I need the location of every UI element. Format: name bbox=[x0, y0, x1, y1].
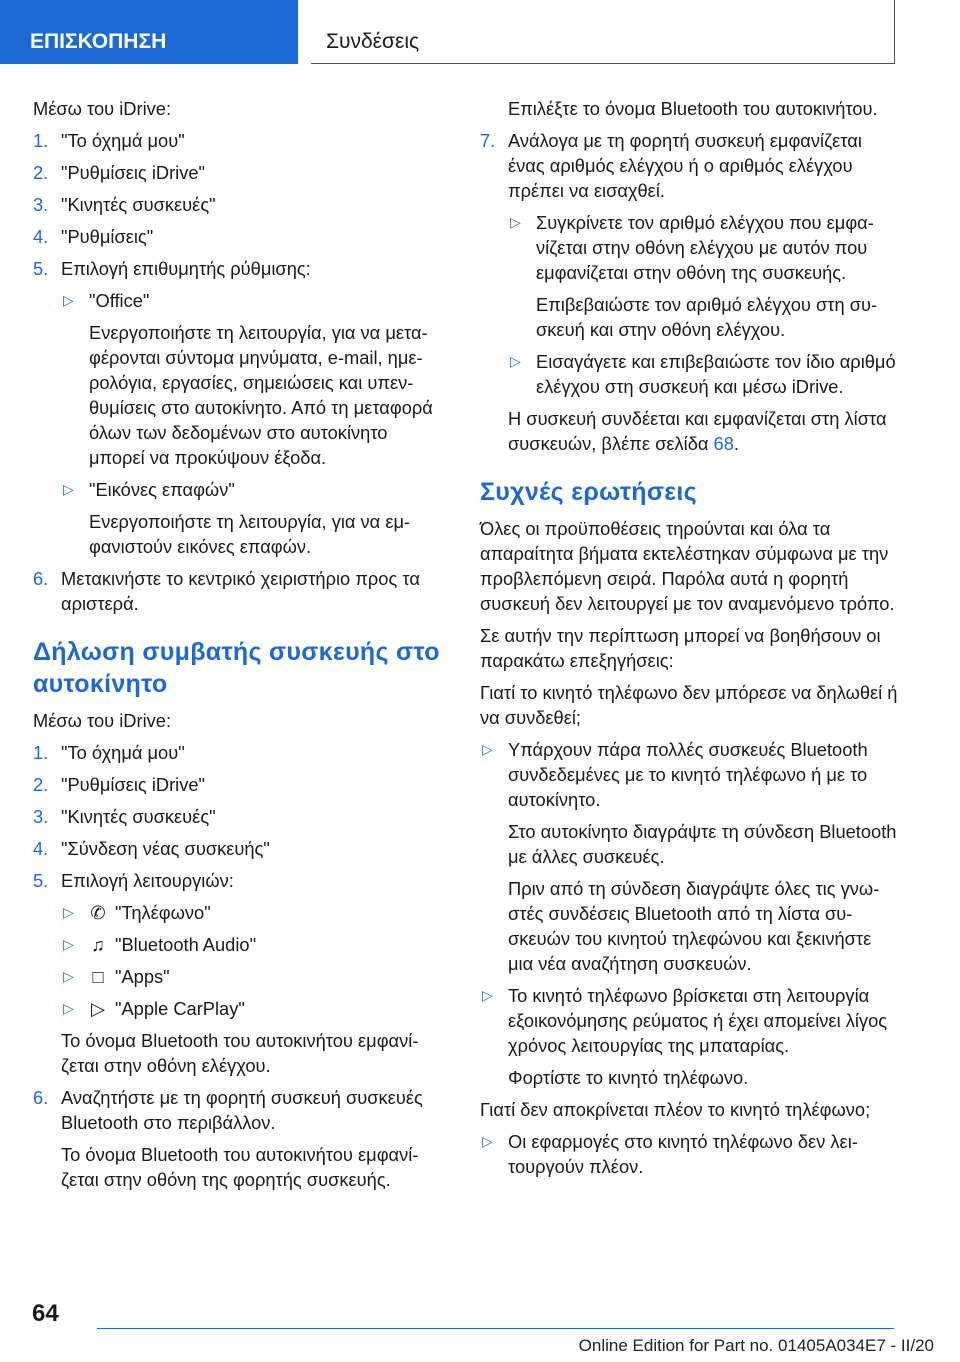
function-option bbox=[33, 964, 443, 989]
step-6: 6. Μετακινήστε το κεντρικό χειριστήριο προς τα αριστερά. bbox=[33, 568, 420, 614]
step-number: 4. bbox=[33, 838, 49, 859]
step-number: 2. bbox=[33, 774, 49, 795]
triangle-icon: ▷ bbox=[482, 741, 493, 757]
function-option bbox=[33, 996, 443, 1021]
bullet-contacts: ▷ "Εικόνες επαφών" bbox=[63, 479, 235, 500]
step-number: 2. bbox=[33, 162, 49, 183]
step-text: "Κινητές συσκευές" bbox=[61, 806, 216, 827]
apps-icon: □ bbox=[92, 966, 104, 987]
triangle-icon: ▷ bbox=[63, 481, 74, 497]
step-item bbox=[33, 804, 443, 829]
faq-a1: ▷ Υπάρχουν πάρα πολλές συσκευές Bluetooth συνδεδεμένες με το κινητό τηλέφωνο ή με το αυτοκίνητο. bbox=[482, 739, 868, 810]
bullet-office-text: Ενεργοποιήστε τη λειτουργία, για να μεταφέρονται σύντομα μηνύματα, e-mail, ημερολόγια, εργασίες, σημειώσεις και υπενθυμίσεις στο αυτοκίνητο. Από τη μεταφορά όλων των δεδομένων στο αυτοκίνητο μπορεί να προκύψουν έξοδα. bbox=[89, 322, 433, 468]
intro-text: Μέσω του iDrive: bbox=[33, 98, 172, 119]
step-text: Επιλογή επιθυμητής ρύθμισης: bbox=[61, 258, 311, 279]
triangle-icon: ▷ bbox=[63, 1000, 74, 1016]
triangle-icon: ▷ bbox=[63, 292, 74, 308]
step-text: "Κινητές συσκευές" bbox=[61, 194, 216, 215]
function-option bbox=[33, 932, 443, 957]
step-text: Επιλογή λειτουργιών: bbox=[61, 870, 234, 891]
step-item bbox=[33, 772, 443, 797]
step-text: "Σύνδεση νέας συσκευής" bbox=[61, 838, 270, 859]
after-step-7: Η συσκευή συνδέεται και εμφανίζεται στη λίστα συσκευών, βλέπε σελίδα 68. bbox=[508, 408, 887, 454]
faq-q1: Γιατί το κινητό τηλέφωνο δεν μπόρεσε να δηλωθεί ή να συνδεθεί; bbox=[480, 682, 898, 728]
carplay-icon: ▷ bbox=[90, 998, 106, 1019]
step-item bbox=[33, 740, 443, 765]
continued-step: Επιλέξτε το όνομα Bluetooth του αυτοκινήτου. bbox=[508, 98, 878, 119]
phone-icon: ✆ bbox=[90, 902, 106, 923]
section-heading: Δήλωση συμβατής συσκευής στο αυτοκίνητο bbox=[33, 638, 440, 698]
bullet-compare-sub: Επιβεβαιώστε τον αριθμό ελέγχου στη συσκευή και στην οθόνη ελέγχου. bbox=[536, 294, 878, 340]
faq-a3: ▷ Οι εφαρμογές στο κινητό τηλέφωνο δεν λειτουργούν πλέον. bbox=[482, 1131, 858, 1177]
faq-q2: Γιατί δεν αποκρίνεται πλέον το κινητό τηλέφωνο; bbox=[480, 1099, 871, 1120]
step-6b: 6. Αναζητήστε με τη φορητή συσκευή συσκευές Bluetooth στο περιβάλλον. bbox=[33, 1087, 423, 1133]
step-number: 3. bbox=[33, 806, 49, 827]
triangle-icon: ▷ bbox=[63, 904, 74, 920]
step-text: "Ρυθμίσεις" bbox=[61, 226, 154, 247]
page-number: 64 bbox=[32, 1300, 59, 1327]
after-funcs-text: Το όνομα Bluetooth του αυτοκινήτου εμφανίζεται στην οθόνη ελέγχου. bbox=[61, 1030, 419, 1076]
edition-text: Online Edition for Part no. 01405A034E7 - II/20 bbox=[578, 1336, 934, 1355]
step-text: "Το όχημά μου" bbox=[61, 742, 185, 763]
triangle-icon: ▷ bbox=[482, 1133, 493, 1149]
step-number: 5. bbox=[33, 870, 49, 891]
function-label: "Bluetooth Audio" bbox=[115, 934, 257, 955]
step-item bbox=[33, 192, 443, 217]
function-label: "Apps" bbox=[115, 966, 170, 987]
step-6b-sub: Το όνομα Bluetooth του αυτοκινήτου εμφανίζεται στην οθόνη της φορητής συσκευής. bbox=[61, 1144, 419, 1190]
triangle-icon: ▷ bbox=[482, 987, 493, 1003]
left-column bbox=[33, 96, 443, 1199]
bullet-office: ▷ "Office" bbox=[63, 290, 150, 311]
step-item bbox=[33, 836, 443, 861]
page-link[interactable]: 68 bbox=[713, 433, 734, 454]
triangle-icon: ▷ bbox=[63, 936, 74, 952]
footer-divider bbox=[97, 1328, 894, 1329]
bullet-enter: ▷ Εισαγάγετε και επιβεβαιώστε τον ίδιο αριθμό ελέγχου στη συσκευή και μέσω iDrive. bbox=[510, 351, 896, 397]
step-text: "Ρυθμίσεις iDrive" bbox=[61, 162, 206, 183]
right-column bbox=[480, 96, 900, 1186]
step-item bbox=[33, 128, 443, 153]
triangle-icon: ▷ bbox=[510, 214, 521, 230]
function-label: "Apple CarPlay" bbox=[115, 998, 245, 1019]
step-number: 5. bbox=[33, 258, 49, 279]
faq-a1-s2: Πριν από τη σύνδεση διαγράψτε όλες τις γνωστές συνδέσεις Bluetooth από τη λίστα συσκευών του κινητού τηλεφώνου και ξεκινήστε μια νέα αναζήτηση συσκευών. bbox=[508, 878, 880, 974]
step-item bbox=[33, 160, 443, 185]
faq-heading: Συχνές ερωτήσεις bbox=[480, 478, 697, 506]
step-text: "Ρυθμίσεις iDrive" bbox=[61, 774, 206, 795]
section-tab: ΕΠΙΣΚΟΠΗΣΗ bbox=[0, 0, 298, 64]
faq-a2: ▷ Το κινητό τηλέφωνο βρίσκεται στη λειτουργία εξοικονόμησης ρεύματος ή έχει απομείνει λίγος χρόνος λειτουργίας της μπαταρίας. bbox=[482, 985, 888, 1056]
step-text: "Το όχημά μου" bbox=[61, 130, 185, 151]
faq-a1-s1: Στο αυτοκίνητο διαγράψτε τη σύνδεση Bluetooth με άλλες συσκευές. bbox=[508, 821, 897, 867]
step-number: 1. bbox=[33, 742, 49, 763]
function-label: "Τηλέφωνο" bbox=[115, 902, 211, 923]
triangle-icon: ▷ bbox=[63, 968, 74, 984]
function-option bbox=[33, 900, 443, 925]
step-number: 1. bbox=[33, 130, 49, 151]
step-item bbox=[33, 224, 443, 249]
intro-text-2: Μέσω του iDrive: bbox=[33, 710, 172, 731]
faq-a2-s1: Φορτίστε το κινητό τηλέφωνο. bbox=[508, 1067, 749, 1088]
bullet-contacts-text: Ενεργοποιήστε τη λειτουργία, για να εμφανιστούν εικόνες επαφών. bbox=[89, 511, 411, 557]
chapter-title: Συνδέσεις bbox=[311, 0, 895, 64]
bullet-compare: ▷ Συγκρίνετε τον αριθμό ελέγχου που εμφανίζεται στην οθόνη ελέγχου με αυτόν που εμφανίζεται στην οθόνη της συσκευής. bbox=[510, 212, 874, 283]
step-number: 4. bbox=[33, 226, 49, 247]
step-7: 7. Ανάλογα με τη φορητή συσκευή εμφανίζεται ένας αριθμός ελέγχου ή ο αριθμός ελέγχου πρέπει να εισαχθεί. bbox=[480, 130, 862, 201]
triangle-icon: ▷ bbox=[510, 353, 521, 369]
step-number: 3. bbox=[33, 194, 49, 215]
step-item bbox=[33, 256, 443, 281]
faq-p2: Σε αυτήν την περίπτωση μπορεί να βοηθήσουν οι παρακάτω επεξηγήσεις: bbox=[480, 625, 881, 671]
faq-p1: Όλες οι προϋποθέσεις τηρούνται και όλα τα απαραίτητα βήματα εκτελέστηκαν σύμφωνα με την προβλεπόμενη σειρά. Παρόλα αυτά η φορητή συσκευή δεν λειτουργεί με τον αναμενόμενο τρόπο. bbox=[480, 518, 895, 614]
step-item bbox=[33, 868, 443, 893]
music-note-icon: ♫ bbox=[91, 934, 105, 955]
